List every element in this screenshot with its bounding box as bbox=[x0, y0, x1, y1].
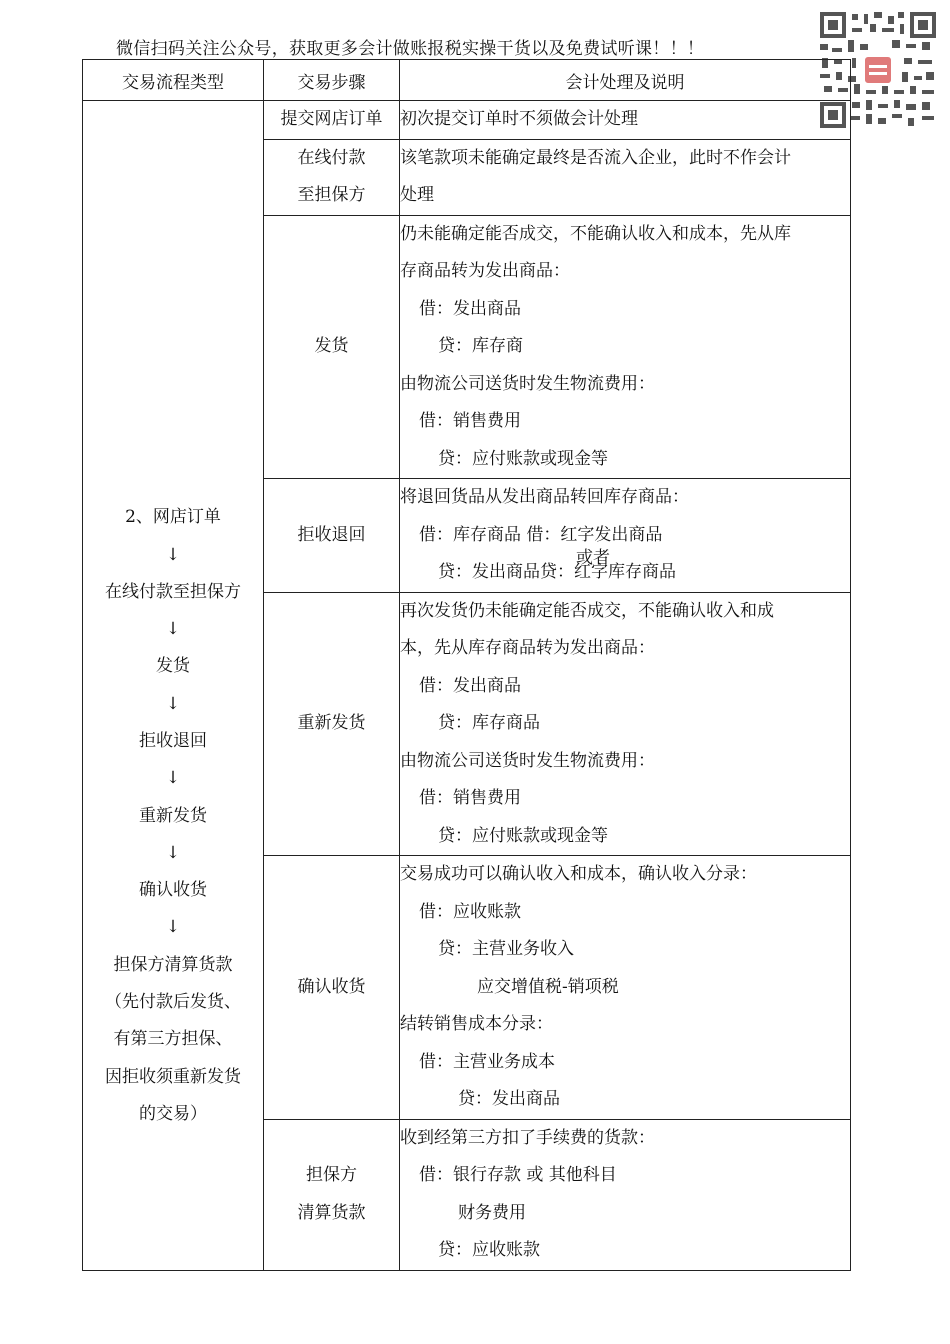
step-confirm-receipt: 确认收货 bbox=[264, 856, 400, 1120]
header-type: 交易流程类型 bbox=[83, 60, 264, 101]
desc-reship: 再次发货仍未能确定能否成交，不能确认收入和成 本，先从库存商品转为发出商品： 借：发出商品 贷：库存商品 由物流公司送货时发生物流费用： 借：销售费用 贷：应付账款或现金等 bbox=[400, 592, 851, 856]
step-submit-order: 提交网店订单 bbox=[264, 101, 400, 140]
flow-line: （先付款后发货、 bbox=[105, 992, 241, 1013]
flow-line: 在线付款至担保方 bbox=[105, 581, 241, 602]
step-reject-return: 拒收退回 bbox=[264, 479, 400, 593]
desc-guarantor-settle: 收到经第三方扣了手续费的货款： 借：银行存款 或 其他科目 财务费用 贷：应收账款 bbox=[400, 1119, 851, 1270]
desc-ship: 仍未能确定能否成交，不能确认收入和成本，先从库 存商品转为发出商品： 借：发出商品 贷：库存商 由物流公司送货时发生物流费用： 借：销售费用 贷：应付账款或现金等 bbox=[400, 215, 851, 479]
flow-line: 重新发货 bbox=[139, 805, 207, 826]
flow-line: 有第三方担保、 bbox=[113, 1029, 233, 1050]
step-ship: 发货 bbox=[264, 215, 400, 479]
step-online-payment: 在线付款 至担保方 bbox=[264, 139, 400, 215]
header-step: 交易步骤 bbox=[264, 60, 400, 101]
down-arrow-icon: ↓ bbox=[165, 619, 181, 640]
desc-submit-order: 初次提交订单时不须做会计处理 bbox=[400, 101, 851, 140]
flow-line: 拒收退回 bbox=[139, 731, 207, 751]
flow-line: 2、网店订单 bbox=[125, 507, 221, 528]
step-reship: 重新发货 bbox=[264, 592, 400, 856]
flow-line: 确认收货 bbox=[139, 880, 207, 901]
desc-confirm-receipt: 交易成功可以确认收入和成本，确认收入分录： 借：应收账款 贷：主营业务收入 应交增值税-销项税 结转销售成本分录： 借：主营业务成本 贷：发出商品 bbox=[400, 856, 851, 1120]
table-row bbox=[83, 101, 851, 140]
flow-line: 的交易） bbox=[139, 1103, 207, 1124]
flow-type-cell bbox=[83, 101, 264, 1271]
down-arrow-icon: ↓ bbox=[165, 842, 181, 863]
accounting-table bbox=[82, 59, 851, 1271]
flow-line: 发货 bbox=[156, 656, 190, 677]
down-arrow-icon: ↓ bbox=[165, 544, 181, 565]
desc-online-payment: 该笔款项未能确定最终是否流入企业，此时不作会计 处理 bbox=[400, 139, 851, 215]
flow-line: 担保方清算货款 bbox=[113, 954, 233, 975]
down-arrow-icon: ↓ bbox=[165, 768, 181, 789]
promo-banner: 微信扫码关注公众号，获取更多会计做账报税实操干货以及免费试听课！！！ bbox=[116, 39, 705, 59]
flow-line: 因拒收须重新发货 bbox=[105, 1066, 241, 1087]
table-header-row bbox=[83, 60, 851, 101]
down-arrow-icon: ↓ bbox=[165, 917, 181, 938]
step-guarantor-settle: 担保方 清算货款 bbox=[264, 1119, 400, 1270]
desc-reject-return: 将退回货品从发出商品转回库存商品： 借：库存商品 借：红字发出商品 或者 贷：发出商品贷：红字库存商品 bbox=[400, 479, 851, 593]
overlay-or-text: 或者 bbox=[576, 547, 610, 568]
down-arrow-icon: ↓ bbox=[165, 693, 181, 714]
header-treatment: 会计处理及说明 bbox=[400, 60, 851, 101]
